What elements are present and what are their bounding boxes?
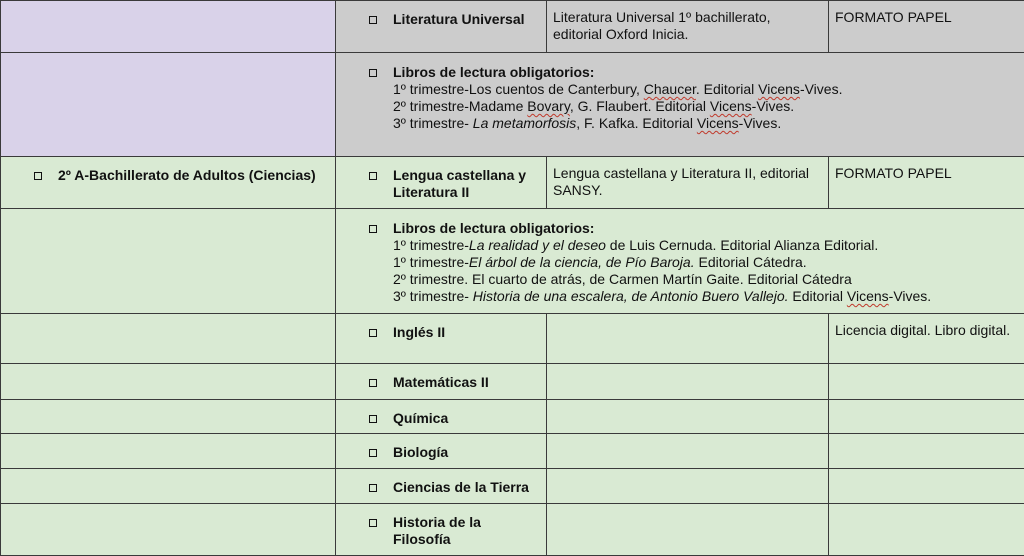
book-cell: [547, 504, 829, 556]
checkbox-icon: [369, 519, 377, 527]
format-text: FORMATO PAPEL: [829, 157, 1024, 182]
reading-item: 2º trimestre-Madame Bovary, G. Flaubert. Editorial Vicens-Vives.: [393, 98, 1018, 115]
reading-list-title: Libros de lectura obligatorios:: [393, 220, 594, 236]
reading-item: 1º trimestre-La realidad y el deseo de Luis Cernuda. Editorial Alianza Editorial.: [393, 237, 1018, 254]
format-cell: [829, 364, 1024, 400]
format-cell: [829, 157, 1024, 209]
table-row: [1, 364, 1024, 400]
table-row: [1, 314, 1024, 364]
subject-label: Lengua castellana y Literatura II: [393, 167, 526, 200]
subject-cell: [336, 400, 547, 434]
format-cell: [829, 1, 1024, 53]
format-text: Licencia digital. Libro digital.: [829, 314, 1024, 339]
subject-label: Historia de la Filosofía: [393, 514, 481, 547]
reading-list-cell: [336, 209, 1024, 314]
reading-item: 1º trimestre-Los cuentos de Canterbury, Chaucer. Editorial Vicens-Vives.: [393, 81, 1018, 98]
table-row: [1, 400, 1024, 434]
format-text: FORMATO PAPEL: [829, 1, 1024, 26]
reading-item: 2º trimestre. El cuarto de atrás, de Carmen Martín Gaite. Editorial Cátedra: [393, 271, 1018, 288]
book-cell: [547, 434, 829, 469]
format-cell: [829, 314, 1024, 364]
table-row: [1, 504, 1024, 556]
course-cell: [1, 209, 336, 314]
course-cell: [1, 504, 336, 556]
reading-list-cell: [336, 53, 1024, 157]
table-row: [1, 1, 1024, 53]
reading-list-lines: [369, 237, 1018, 305]
format-cell: [829, 400, 1024, 434]
course-cell: [1, 469, 336, 504]
subject-cell: [336, 364, 547, 400]
checkbox-icon: [369, 415, 377, 423]
checkbox-icon: [369, 379, 377, 387]
course-cell: [1, 53, 336, 157]
format-cell: [829, 469, 1024, 504]
course-cell: [1, 364, 336, 400]
subject-cell: [336, 314, 547, 364]
reading-list-title: Libros de lectura obligatorios:: [393, 64, 594, 80]
subject-cell: [336, 469, 547, 504]
reading-item: 3º trimestre- Historia de una escalera, de Antonio Buero Vallejo. Editorial Vicens-Vives.: [393, 288, 1018, 305]
reading-list-lines: [369, 81, 1018, 132]
subject-label: Literatura Universal: [393, 11, 525, 27]
course-cell: [1, 400, 336, 434]
subject-label: Ciencias de la Tierra: [393, 479, 529, 495]
reading-item: 1º trimestre-El árbol de la ciencia, de Pío Baroja. Editorial Cátedra.: [393, 254, 1018, 271]
subject-label: Química: [393, 410, 448, 426]
course-cell: [1, 157, 336, 209]
course-cell: [1, 1, 336, 53]
table-row: [1, 434, 1024, 469]
checkbox-icon: [369, 329, 377, 337]
subject-label: Inglés II: [393, 324, 445, 340]
book-text: Lengua castellana y Literatura II, editorial SANSY.: [547, 157, 828, 199]
checkbox-icon: [369, 172, 377, 180]
table-row: [1, 209, 1024, 314]
checkbox-icon: [34, 172, 42, 180]
book-cell: [547, 469, 829, 504]
book-cell: [547, 314, 829, 364]
table-row: [1, 157, 1024, 209]
checkbox-icon: [369, 449, 377, 457]
subject-label: Biología: [393, 444, 448, 460]
book-cell: [547, 1, 829, 53]
format-cell: [829, 434, 1024, 469]
reading-item: 3º trimestre- La metamorfosis, F. Kafka. Editorial Vicens-Vives.: [393, 115, 1018, 132]
checkbox-icon: [369, 484, 377, 492]
subject-cell: [336, 1, 547, 53]
course-cell: [1, 434, 336, 469]
subject-cell: [336, 504, 547, 556]
subject-cell: [336, 157, 547, 209]
table-row: [1, 53, 1024, 157]
checkbox-icon: [369, 69, 377, 77]
checkbox-icon: [369, 225, 377, 233]
subject-cell: [336, 434, 547, 469]
checkbox-icon: [369, 16, 377, 24]
book-cell: [547, 157, 829, 209]
format-cell: [829, 504, 1024, 556]
subject-label: Matemáticas II: [393, 374, 489, 390]
book-text: Literatura Universal 1º bachillerato, editorial Oxford Inicia.: [547, 1, 828, 43]
book-cell: [547, 364, 829, 400]
course-label: 2º A-Bachillerato de Adultos (Ciencias): [58, 167, 316, 183]
table-row: [1, 469, 1024, 504]
book-cell: [547, 400, 829, 434]
course-cell: [1, 314, 336, 364]
